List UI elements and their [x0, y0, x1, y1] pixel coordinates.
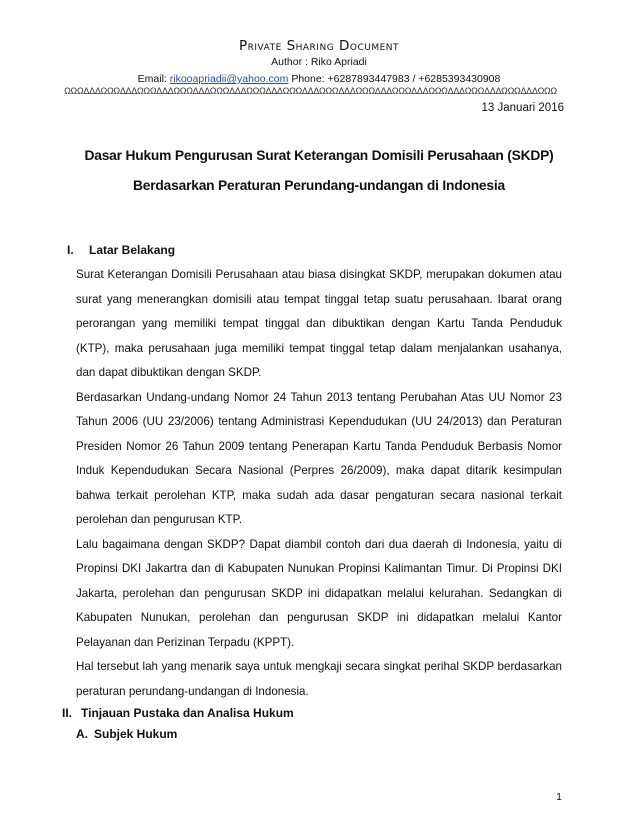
section-1-heading	[67, 243, 175, 257]
contact-line	[0, 73, 638, 85]
section-1-title: Latar Belakang	[89, 243, 176, 257]
subsection-a-title: Subjek Hukum	[94, 727, 178, 741]
paragraph-1: Surat Keterangan Domisili Perusahaan atau biasa disingkat SKDP, merupakan dokumen atau surat yang menerangkan domisili atau tempat tinggal tetap suatu perusahaan. Ibarat orang perorangan yang memiliki tempat tinggal dan dibuktikan dengan Kartu Tanda Penduduk (KTP), maka perusahaan juga memiliki tempat tinggal tetap dalam menjalankan usahanya, dan dapat dibuktikan dengan SKDP.	[76, 268, 562, 379]
section-2-heading	[62, 706, 294, 720]
section-2-title: Tinjauan Pustaka dan Analisa Hukum	[81, 706, 294, 720]
page-number: 1	[556, 791, 562, 803]
subsection-a-number: A.	[76, 727, 88, 741]
email-link[interactable]: rikooapriadii@yahoo.com	[169, 73, 289, 85]
paragraph-4: Hal tersebut lah yang menarik saya untuk mengkaji secara singkat perihal SKDP berdasarkan peraturan perundang-undangan di Indonesia.	[76, 660, 562, 698]
document-title-line-1: Dasar Hukum Pengurusan Surat Keterangan Domisili Perusahaan (SKDP)	[84, 148, 554, 163]
phone-text: Phone: +6287893447983 / +6285393430908	[291, 73, 501, 85]
author-line: Author : Riko Apriadi	[271, 56, 367, 68]
email-label: Email:	[137, 73, 167, 85]
document-title-line-2: Berdasarkan Peraturan Perundang-undangan di Indonesia	[133, 178, 505, 193]
decorative-divider: ΩΩΩΔΔΔΩΩΩΔΔΔΩΩΩΔΔΔΩΩΩΔΔΔΩΩΩΔΔΔΩΩΩΔΔΔΩΩΩΔΔΔΩΩΩΔΔΔΩΩΩΔΔΔΩΩΩΔΔΔΩΩΩΔΔΔΩΩΩΔΔΔΩΩΩΔΔΔΩΩΩ	[64, 86, 557, 96]
section-2-number: II.	[62, 706, 73, 720]
document-date: 13 Januari 2016	[481, 102, 564, 114]
paragraph-2: Berdasarkan Undang-undang Nomor 24 Tahun 2013 tentang Perubahan Atas UU Nomor 23 Tahun 2006 (UU 23/2006) tentang Administrasi Kependudukan (UU 24/2013) dan Peraturan Presiden Nomor 26 Tahun 2009 tentang Penerapan Kartu Tanda Penduduk Berbasis Nomor Induk Kependudukan Secara Nasional (Perpres 26/2009), maka dapat ditarik kesimpulan bahwa terkait perolehan KTP, maka sudah ada dasar pengaturan secara nasional terkait perolehan dan pengurusan KTP.	[76, 390, 562, 526]
section-1-number: I.	[67, 243, 74, 257]
document-header-title: Private Sharing Document	[239, 38, 399, 54]
section-1-body	[76, 263, 562, 704]
paragraph-3: Lalu bagaimana dengan SKDP? Dapat diambil contoh dari dua daerah di Indonesia, yaitu di Propinsi DKI Jakartra dan di Kabupaten Nunukan Propinsi Kalimantan Timur. Di Propinsi DKI Jakarta, perolehan dan pengurusan SKDP ini didapatkan melalui kelurahan. Sedangkan di Kabupaten Nunukan, perolehan dan pengurusan SKDP ini didapatkan melalui Kantor Pelayanan dan Perizinan Terpadu (KPPT).	[76, 537, 562, 649]
subsection-a-heading	[76, 727, 177, 741]
